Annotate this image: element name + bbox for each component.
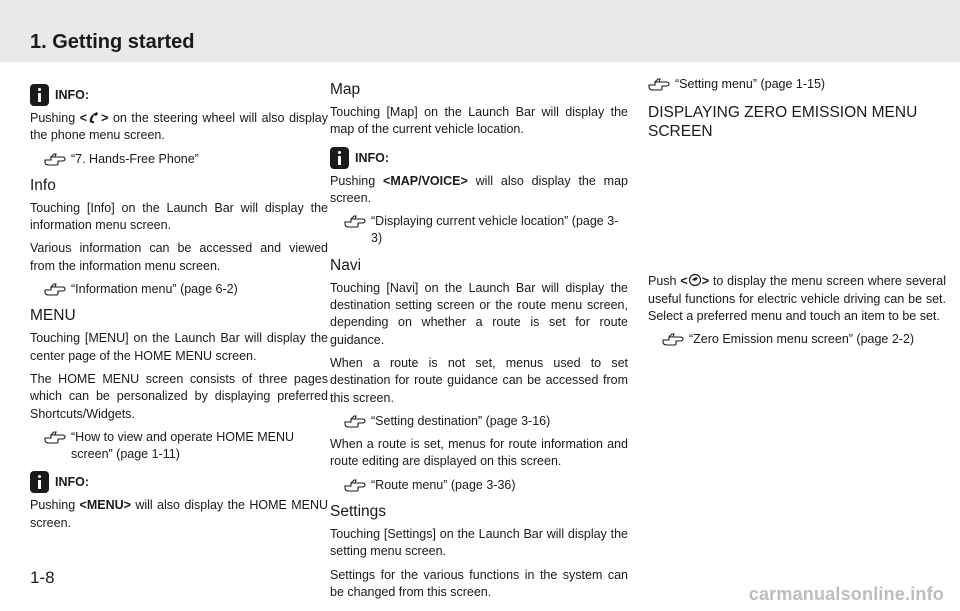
illustration-space (648, 145, 946, 273)
reference-text: “7. Hands-Free Phone” (71, 151, 199, 166)
paragraph: When a route is set, menus for route information and route editing are displayed on this screen. (330, 437, 628, 469)
paragraph: Touching [MENU] on the Launch Bar will display the center page of the HOME MENU screen. (30, 331, 328, 363)
info-note-header (30, 471, 328, 493)
phone-handset-icon (87, 110, 101, 124)
column-1 (30, 76, 328, 538)
paragraph: The HOME MENU screen consists of three pages which can be personalized by displaying preferred Shortcuts/Widgets. (30, 371, 328, 421)
paragraph: Touching [Navi] on the Launch Bar will display the destination setting screen or the route menu screen, depending on whether a route is set for route guidance. (330, 280, 628, 347)
page-number: 1-8 (30, 568, 55, 587)
paragraph: Touching [Map] on the Launch Bar will display the map of the current vehicle location. (330, 105, 628, 137)
pointing-hand-icon (344, 414, 366, 428)
column-3 (648, 76, 946, 354)
pointing-hand-icon (344, 478, 366, 492)
reference-text: “Setting menu” (page 1-15) (675, 77, 826, 91)
paragraph: Settings for the various functions in the system can be changed from this screen. (330, 567, 628, 599)
reference-text: “Zero Emission menu screen” (page 2-2) (689, 332, 915, 347)
info-text: Pushing <MAP/VOICE> will also display the map screen. (330, 173, 628, 205)
paragraph: Touching [Info] on the Launch Bar will display the information menu screen. (30, 200, 328, 233)
info-text: Pushing <MENU> will also display the HOME MENU screen. (30, 498, 329, 530)
info-icon (330, 147, 349, 169)
info-label: INFO: (355, 150, 390, 165)
info-label: INFO: (55, 475, 90, 490)
pointing-hand-icon (662, 332, 684, 346)
column-2 (330, 76, 628, 607)
info-icon (30, 471, 49, 493)
paragraph: Various information can be accessed and viewed from the information menu screen. (30, 241, 328, 273)
info-note (30, 84, 328, 168)
pointing-hand-icon (648, 77, 670, 91)
section-heading-menu: MENU (30, 307, 76, 325)
cross-reference[interactable] (344, 413, 628, 430)
info-icon (30, 84, 49, 106)
cross-reference[interactable] (344, 477, 628, 494)
cross-reference[interactable] (662, 331, 946, 348)
info-note-header (30, 84, 328, 106)
cross-reference[interactable] (44, 429, 328, 464)
chapter-title: 1. Getting started (30, 31, 195, 53)
reference-text: “Displaying current vehicle location” (page 3-3) (371, 214, 619, 246)
paragraph: When a route is not set, menus used to set destination for route guidance can be accessed from this screen. (330, 355, 628, 405)
paragraph: Push < > to display the menu screen where several useful functions for electric vehicle driving can be set. Select a preferred menu and touch an item to be set. (648, 274, 946, 323)
section-heading-info: Info (30, 176, 56, 194)
cross-reference[interactable] (44, 151, 328, 168)
cross-reference[interactable] (648, 76, 946, 93)
reference-text: “How to view and operate HOME MENU screen” (page 1-11) (71, 429, 294, 462)
pointing-hand-icon (344, 214, 366, 228)
info-text: Pushing < > on the steering wheel will also display the phone menu screen. (30, 111, 328, 143)
info-note (30, 471, 328, 532)
zero-emission-button-icon (688, 273, 702, 287)
section-heading-zero-emission: DISPLAYING ZERO EMISSION MENU SCREEN (648, 104, 918, 141)
cross-reference[interactable] (44, 281, 328, 298)
info-note-header (330, 147, 628, 169)
section-heading-settings: Settings (330, 503, 387, 521)
pointing-hand-icon (44, 430, 66, 444)
paragraph: Touching [Settings] on the Launch Bar will display the setting menu screen. (330, 527, 628, 559)
watermark: carmanualsonline.info (748, 584, 944, 604)
section-heading-navi: Navi (330, 256, 362, 274)
cross-reference[interactable] (344, 213, 628, 248)
reference-text: “Setting destination” (page 3-16) (371, 413, 551, 428)
reference-text: “Route menu” (page 3-36) (371, 477, 516, 492)
info-note (330, 147, 628, 248)
reference-text: “Information menu” (page 6-2) (71, 282, 238, 297)
pointing-hand-icon (44, 152, 66, 166)
pointing-hand-icon (44, 282, 66, 296)
section-heading-map: Map (330, 81, 361, 98)
info-label: INFO: (55, 88, 90, 102)
